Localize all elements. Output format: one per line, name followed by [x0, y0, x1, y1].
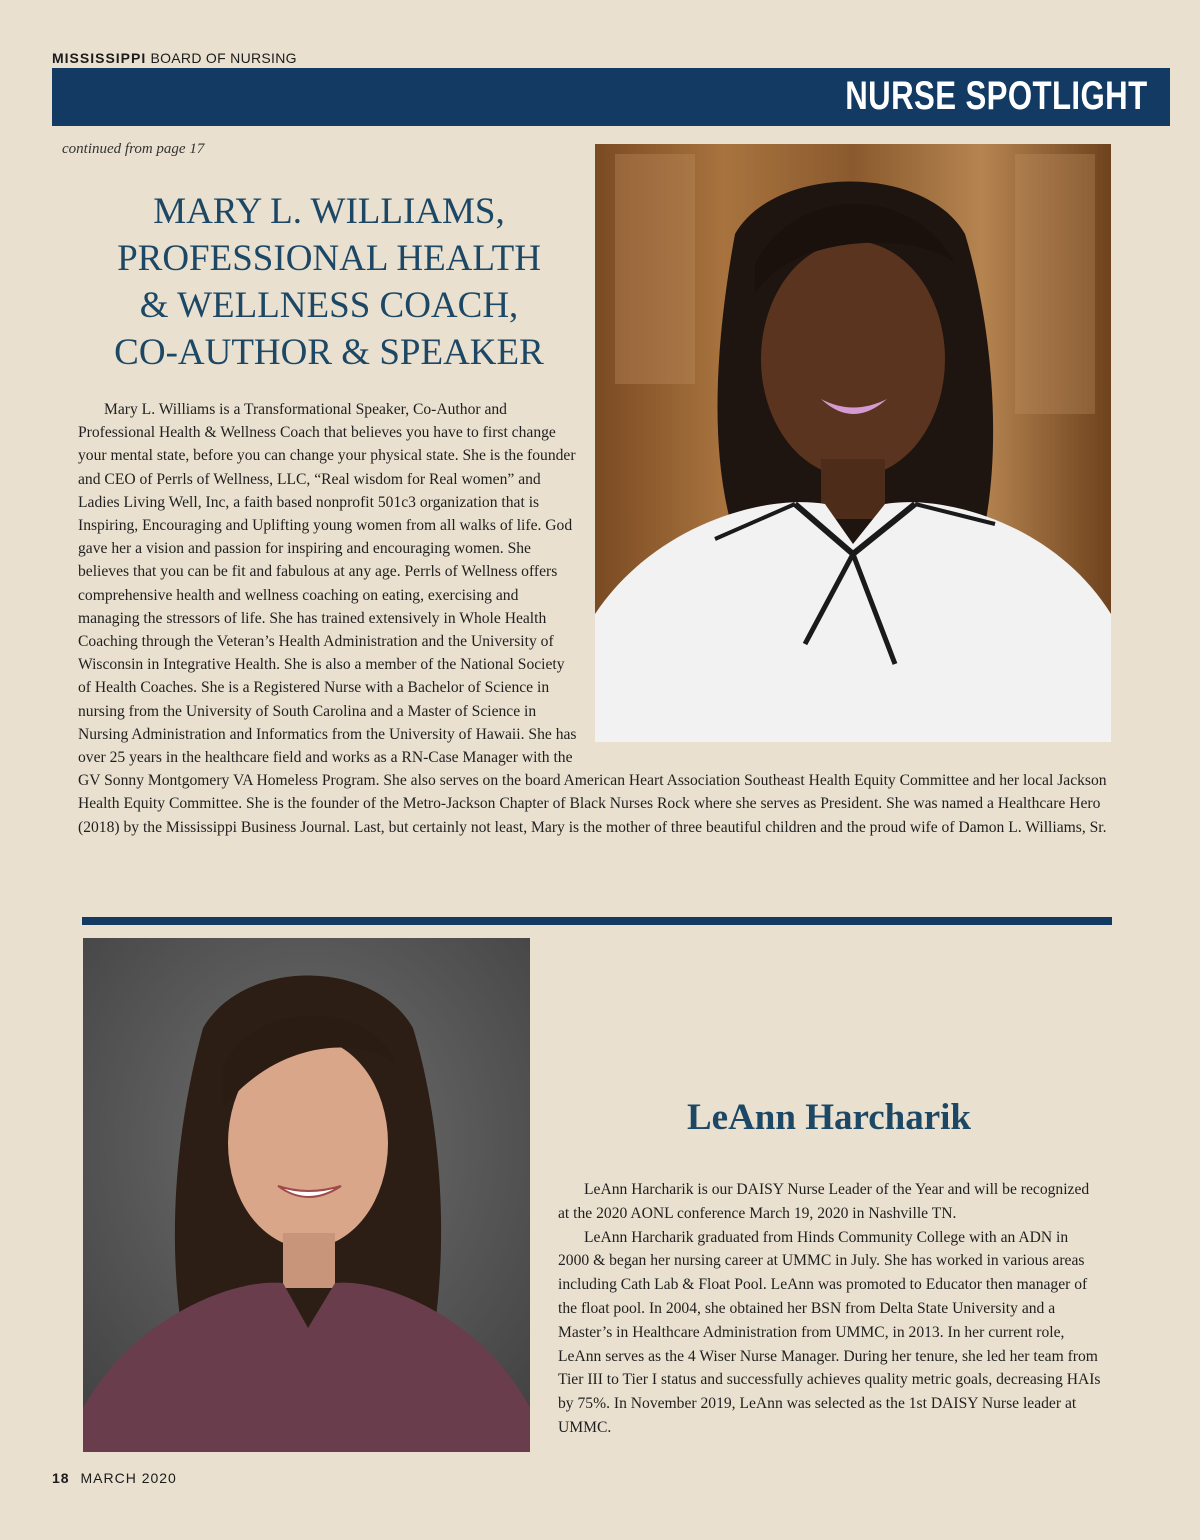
leann-harcharik-portrait [83, 938, 530, 1452]
bio-paragraph: LeAnn Harcharik is our DAISY Nurse Leader of the Year and will be recognized at the 2020 AONL conference March 19, 2020 in Nashville TN. [558, 1181, 1090, 1222]
section-title: NURSE SPOTLIGHT [845, 74, 1148, 118]
leann-harcharik-heading: LeAnn Harcharik [686, 1097, 972, 1138]
page-footer [52, 1470, 177, 1486]
heading-line: MARY L. WILLIAMS, [153, 191, 505, 232]
section-banner [52, 68, 1170, 126]
heading-line: & WELLNESS COACH, [139, 285, 519, 326]
page-number: 18 [52, 1470, 70, 1486]
leann-harcharik-bio [558, 1178, 1103, 1440]
publication-name-rest: BOARD OF NURSING [150, 50, 297, 66]
continued-note: continued from page 17 [62, 141, 205, 157]
section-divider [82, 917, 1112, 925]
heading-line: CO-AUTHOR & SPEAKER [114, 332, 544, 373]
issue-date: MARCH 2020 [80, 1470, 177, 1486]
mary-williams-heading [70, 188, 588, 376]
bio-text: Mary L. Williams is a Transformational Speaker, Co-Author and Professional Health & Wellness Coach that believes you have to first change your mental state, before you can change your physical state. She is the founder and CEO of Perrls of Wellness, LLC, “Real wisdom for Real women” and Ladies Living Well, Inc, a faith based nonprofit 501c3 organization that is Inspiring, Encouraging and Uplifting young women from all walks of life. God gave her a vision and passion for inspiring and encouraging women. She believes that you can be fit and fabulous at any age. Perrls of Wellness offers comprehensive health and wellness coaching on eating, exercising and managing the stressors of life. She has trained extensively in Whole Health Coaching through the Veteran’s Health Administration and the University of Wisconsin in Integrative Health. She is also a member of the National Society of Health Coaches. She is a Registered Nurse with a Bachelor of Science in nursing from the University of South Carolina and a Master of Science in Nursing Administration and Informatics from the University of Hawaii. She has over 25 years in the healthcare field and works as a RN-Case Manager with the GV Sonny Montgomery VA Homeless Program. She also serves on the board American Heart Association Southeast Health Equity Committee and her local Jackson Health Equity Committee. She is the founder of the Metro-Jackson Chapter of Black Nurses Rock where she serves as President. She was named a Healthcare Hero (2018) by the Mississippi Business Journal. Last, but certainly not least, Mary is the mother of three beautiful children and the proud wife of Damon L. Williams, Sr. [78, 401, 1107, 836]
publication-name [52, 50, 297, 66]
publication-name-bold: MISSISSIPPI [52, 50, 147, 66]
bio-paragraph: LeAnn Harcharik graduated from Hinds Community College with an ADN in 2000 & began her nursing career at UMMC in July. She has worked in various areas including Cath Lab & Float Pool. LeAnn was promoted to Educator then manager of the float pool. In 2004, she obtained her BSN from Delta State University and a Master’s in Healthcare Administration from UMMC, in 2013. In her current role, LeAnn serves as the 4 Wiser Nurse Manager. During her tenure, she led her team from Tier III to Tier I status and successfully achieves quality metric goals, decreasing HAIs by 75%. In November 2019, LeAnn was selected as the 1st DAISY Nurse leader at UMMC. [558, 1228, 1101, 1436]
mary-williams-bio [78, 398, 1108, 839]
heading-line: PROFESSIONAL HEALTH [117, 238, 541, 279]
photo-wrap-space [578, 398, 1108, 768]
